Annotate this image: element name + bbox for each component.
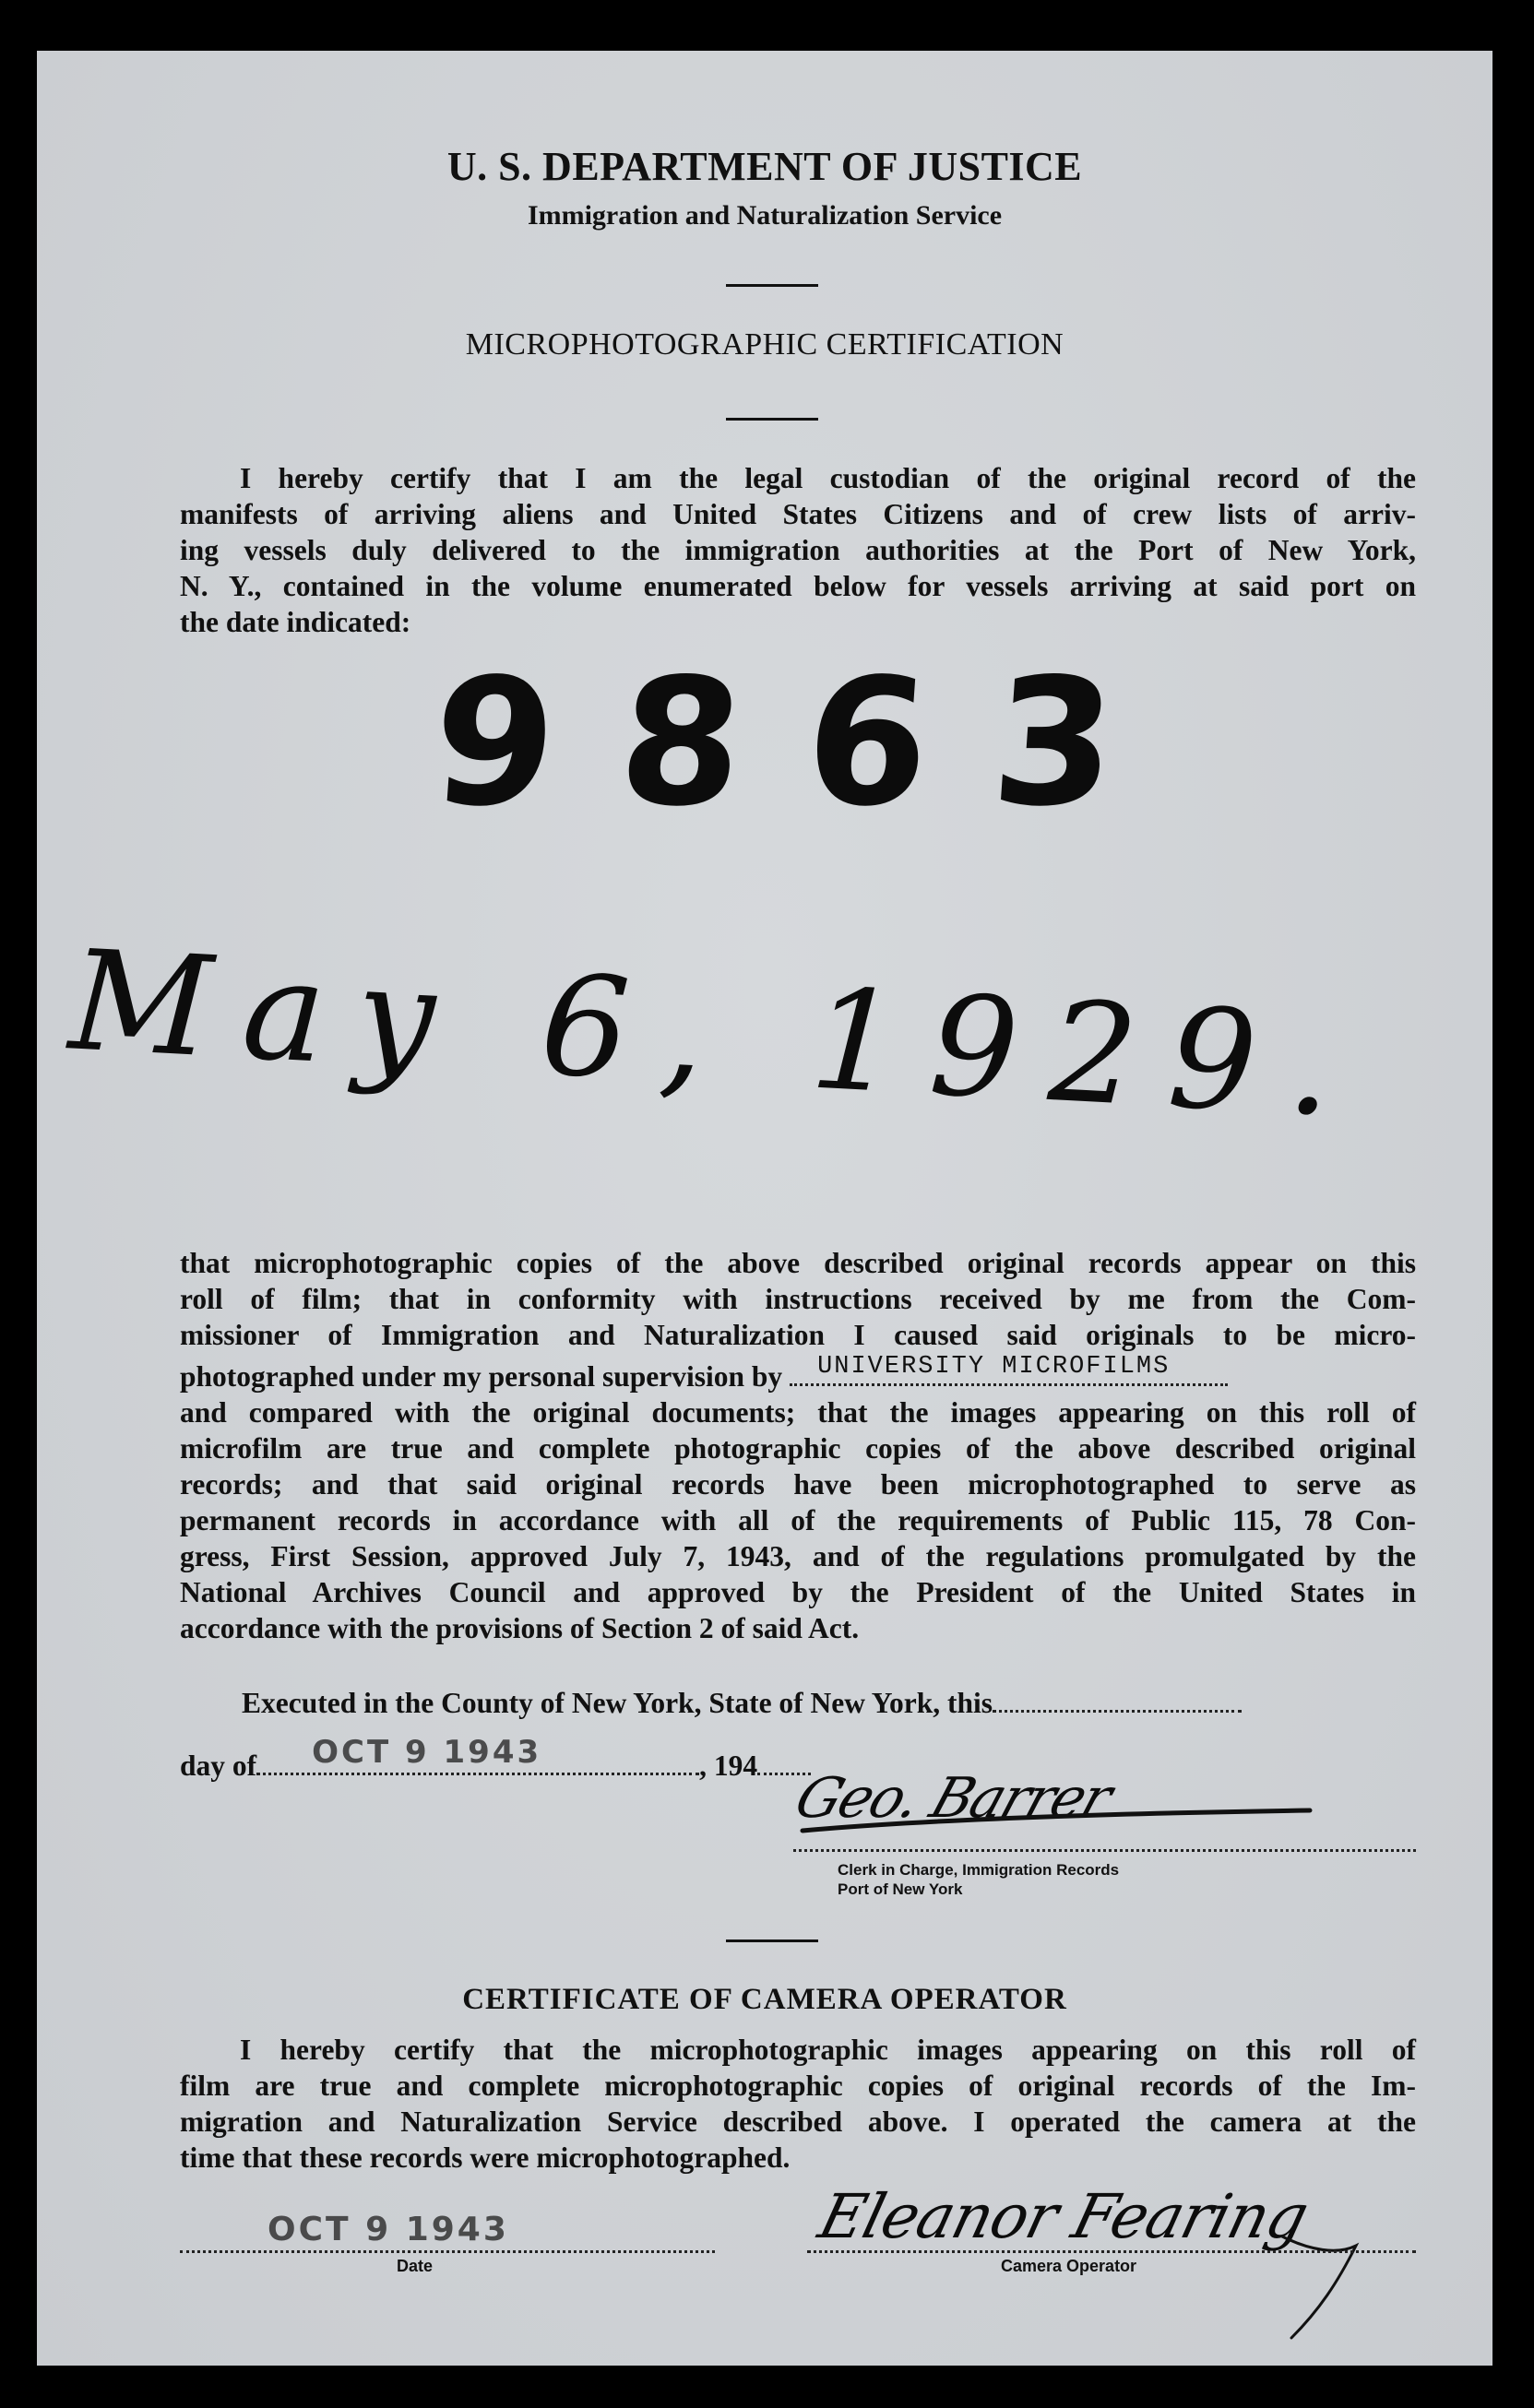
camera-line: film are true and complete microphotographic copies of original records of the Im- xyxy=(180,2070,1416,2102)
body-paragraph xyxy=(180,1245,1416,1646)
year-prefix: , 194 xyxy=(699,1750,758,1782)
camera-date-stamp: OCT 9 1943 xyxy=(268,2211,509,2248)
supervisor-field xyxy=(790,1353,1228,1386)
day-of-field xyxy=(256,1734,699,1775)
body-line: missioner of Immigration and Naturalization I caused said originals to be micro- xyxy=(180,1319,1416,1351)
camera-operator-label: Camera Operator xyxy=(1001,2257,1137,2275)
body-line: records; and that said original records have been microphotographed to serve as xyxy=(180,1468,1416,1501)
camera-certificate-heading: CERTIFICATE OF CAMERA OPERATOR xyxy=(462,1983,1067,2016)
executed-date-field xyxy=(993,1710,1242,1713)
intro-paragraph xyxy=(180,460,1416,640)
certification-heading: MICROPHOTOGRAPHIC CERTIFICATION xyxy=(465,327,1064,362)
executed-line xyxy=(242,1685,1416,1721)
day-of-date-stamp: OCT 9 1943 xyxy=(312,1734,542,1771)
service-subtitle: Immigration and Naturalization Service xyxy=(527,200,1003,231)
camera-paragraph xyxy=(180,2032,1416,2176)
header-divider xyxy=(726,284,818,287)
heading-divider xyxy=(726,418,818,421)
camera-line: migration and Naturalization Service described above. I operated the camera at the xyxy=(180,2106,1416,2138)
camera-line: time that these records were microphotographed. xyxy=(180,2141,791,2174)
clerk-title-line: Port of New York xyxy=(838,1880,963,1898)
intro-line: manifests of arriving aliens and United States Citizens and of crew lists of arriv- xyxy=(180,498,1416,530)
operator-signature: Eleanor Fearing xyxy=(812,2181,1315,2252)
day-of-label: day of xyxy=(180,1750,257,1782)
body-line: microfilm are true and complete photographic copies of the above described original xyxy=(180,1432,1416,1465)
body-line: permanent records in accordance with all of the requirements of Public 115, 78 Con- xyxy=(180,1504,1416,1536)
camera-line: I hereby certify that the microphotographic images appearing on this roll of xyxy=(240,2034,1416,2066)
volume-number-handwritten: 9863 xyxy=(426,641,1187,845)
clerk-signature-stroke xyxy=(793,1803,1347,1840)
intro-line: N. Y., contained in the volume enumerated below for vessels arriving at said port on xyxy=(180,570,1416,602)
body-line: National Archives Council and approved by the President of the United States in xyxy=(180,1576,1416,1608)
executed-text: Executed in the County of New York, State of New York, this xyxy=(242,1687,993,1719)
supervision-prefix: photographed under my personal supervision by xyxy=(180,1360,783,1393)
clerk-title xyxy=(838,1860,1119,1899)
clerk-title-line: Clerk in Charge, Immigration Records xyxy=(838,1861,1120,1879)
camera-date-line xyxy=(180,2250,715,2253)
operator-signature-stroke xyxy=(1264,2200,1374,2347)
certificate-page xyxy=(37,51,1492,2366)
body-line: gress, First Session, approved July 7, 1943, and of the regulations promulgated by the xyxy=(180,1540,1416,1572)
body-line: roll of film; that in conformity with instructions received by me from the Com- xyxy=(180,1283,1416,1315)
intro-line: ing vessels duly delivered to the immigration authorities at the Port of New York, xyxy=(180,534,1416,566)
clerk-signature-line xyxy=(793,1849,1416,1852)
intro-line: I hereby certify that I am the legal custodian of the original record of the xyxy=(240,462,1416,494)
department-title: U. S. DEPARTMENT OF JUSTICE xyxy=(446,144,1083,189)
body-line: that microphotographic copies of the above described original records appear on this xyxy=(180,1247,1416,1279)
body-line: accordance with the provisions of Section 2 of said Act. xyxy=(180,1612,860,1644)
year-field xyxy=(757,1773,811,1775)
body-line: and compared with the original documents; that the images appearing on this roll of xyxy=(180,1396,1416,1429)
camera-date-label: Date xyxy=(397,2257,434,2275)
day-of-line xyxy=(180,1734,811,1784)
intro-line: the date indicated: xyxy=(180,606,411,638)
arrival-date-handwritten: May 6, 1929. xyxy=(65,920,1368,1149)
supervisor-typed: UNIVERSITY MICROFILMS xyxy=(817,1353,1171,1381)
supervision-line xyxy=(180,1353,1416,1394)
section-divider xyxy=(726,1939,818,1942)
operator-signature-line xyxy=(807,2250,1416,2253)
clerk-signature: Geo. Barrer xyxy=(787,1766,1119,1831)
